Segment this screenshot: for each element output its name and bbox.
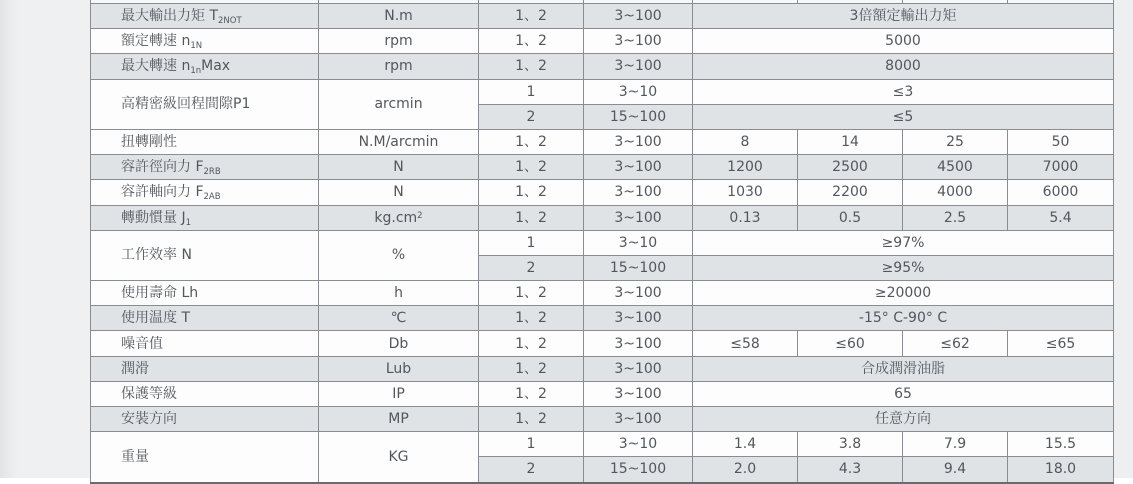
cell-text: 1、2	[515, 58, 547, 75]
cell-text: 2	[526, 461, 536, 478]
value-cell	[693, 331, 798, 356]
cell-text: kg.cm	[374, 209, 418, 226]
value-cell	[319, 381, 479, 406]
value-cell	[1008, 129, 1114, 154]
value-cell	[479, 356, 584, 381]
value-cell	[479, 331, 584, 356]
cell-text: 1、2	[515, 385, 547, 402]
cell-text: ≥20000	[874, 285, 932, 302]
table-row	[91, 230, 1114, 255]
param-label-cell	[91, 356, 319, 381]
cell-text: 18.0	[1044, 461, 1077, 478]
value-cell	[903, 129, 1008, 154]
cell-text: 3~100	[614, 159, 662, 176]
value-cell	[319, 432, 479, 483]
cell-text: 5000	[885, 33, 921, 50]
cell-text: 4500	[937, 159, 973, 176]
cell-text: 3~100	[614, 134, 662, 151]
value-cell	[319, 407, 479, 432]
cell-text: 扭轉剛性	[121, 134, 177, 151]
cell-text: ≤3	[892, 83, 914, 100]
value-cell	[479, 79, 584, 104]
cell-text: 1、2	[515, 285, 547, 302]
value-cell	[319, 306, 479, 331]
cell-text: ≤5	[892, 108, 914, 125]
value-cell	[479, 407, 584, 432]
label-subscript: 2RB	[203, 167, 221, 178]
cell-text: 高精密級回程間隙P1	[121, 96, 251, 113]
value-cell	[479, 155, 584, 180]
label-supscript: 2	[417, 210, 423, 221]
value-cell	[584, 255, 693, 280]
label-subscript: 1N	[190, 41, 203, 52]
value-cell	[798, 155, 903, 180]
cell-text: 3~10	[618, 83, 658, 100]
cell-text: 8000	[885, 58, 921, 75]
value-cell	[319, 155, 479, 180]
param-label-cell	[91, 432, 319, 483]
cell-text: 15~100	[609, 259, 667, 276]
value-cell	[479, 381, 584, 406]
cell-text: 0.5	[838, 209, 862, 226]
value-cell	[798, 331, 903, 356]
value-cell	[798, 205, 903, 230]
table-row	[91, 381, 1114, 406]
value-cell	[584, 230, 693, 255]
value-cell	[693, 255, 1114, 280]
value-cell	[479, 255, 584, 280]
cell-text: 3~100	[614, 184, 662, 201]
cell-text: ≤65	[1045, 335, 1076, 352]
value-cell	[903, 205, 1008, 230]
value-cell	[319, 331, 479, 356]
cell-text: ≤62	[940, 335, 970, 352]
value-cell	[584, 306, 693, 331]
cell-text: 重量	[121, 448, 149, 465]
cell-text: IP	[392, 385, 405, 402]
cell-text: 2	[526, 259, 536, 276]
value-cell	[479, 205, 584, 230]
cell-text: N.M/arcmin	[358, 134, 439, 151]
cell-text: arcmin	[374, 96, 423, 113]
value-cell	[584, 79, 693, 104]
cell-text: 3~100	[614, 285, 662, 302]
cell-text: 1、2	[515, 159, 547, 176]
cell-text: 使用壽命 Lh	[121, 285, 199, 302]
param-label-cell	[91, 29, 319, 54]
cell-text: 最大轉速 n	[121, 58, 191, 75]
value-cell	[584, 381, 693, 406]
value-cell	[693, 155, 798, 180]
cell-text: 15~100	[609, 461, 667, 478]
value-cell	[584, 104, 693, 129]
value-cell	[693, 79, 1114, 104]
value-cell	[319, 281, 479, 306]
cell-text: rpm	[384, 58, 413, 75]
cell-text: ≤58	[730, 335, 760, 352]
cell-text: 15.5	[1044, 436, 1077, 453]
cell-text: 額定轉速 n	[121, 33, 191, 50]
value-cell	[319, 29, 479, 54]
value-cell	[584, 54, 693, 79]
value-cell	[1008, 432, 1114, 457]
cell-text: 25	[946, 134, 964, 151]
cell-text: 保護等級	[121, 385, 177, 402]
cell-text: 2	[526, 108, 536, 125]
cell-text: -15° C-90° C	[858, 310, 948, 327]
value-cell	[319, 356, 479, 381]
value-cell	[584, 281, 693, 306]
value-cell	[798, 432, 903, 457]
value-cell	[1008, 457, 1114, 483]
value-cell	[479, 104, 584, 129]
cell-text: 潤滑	[121, 360, 149, 377]
cell-text: rpm	[384, 33, 413, 50]
table-row	[91, 155, 1114, 180]
cell-text: N.m	[384, 8, 413, 25]
cell-text: 1	[526, 83, 536, 100]
cell-text: 3~10	[618, 234, 658, 251]
table-row	[91, 129, 1114, 154]
table-row	[91, 281, 1114, 306]
value-cell	[693, 230, 1114, 255]
value-cell	[798, 457, 903, 483]
cell-text: 3~100	[614, 335, 662, 352]
cell-text: Lub	[385, 360, 412, 377]
cell-text: 14	[841, 134, 859, 151]
value-cell	[479, 180, 584, 205]
cell-text: 3~100	[614, 58, 662, 75]
value-cell	[693, 205, 798, 230]
label-subscript: 2NOT	[218, 16, 242, 27]
value-cell	[693, 104, 1114, 129]
value-cell	[798, 180, 903, 205]
cell-text: 1、2	[515, 8, 547, 25]
value-cell	[903, 180, 1008, 205]
cell-text: 2.5	[943, 209, 967, 226]
value-cell	[319, 230, 479, 280]
table-row	[91, 432, 1114, 457]
cell-text: 1030	[727, 184, 763, 201]
value-cell	[479, 306, 584, 331]
cell-text: 1、2	[515, 360, 547, 377]
cell-text: 15~100	[609, 108, 667, 125]
cell-text: 3倍額定輸出力矩	[849, 8, 957, 25]
param-label-cell	[91, 230, 319, 280]
value-cell	[693, 54, 1114, 79]
value-cell	[903, 331, 1008, 356]
table-row	[91, 54, 1114, 79]
value-cell	[903, 457, 1008, 483]
table-row	[91, 356, 1114, 381]
value-cell	[479, 281, 584, 306]
param-label-cell	[91, 205, 319, 230]
cell-text: 工作效率 N	[121, 247, 192, 264]
table-row	[91, 306, 1114, 331]
value-cell	[693, 281, 1114, 306]
cell-text: 轉動慣量 J	[121, 209, 186, 226]
value-cell	[479, 54, 584, 79]
cell-text: Max	[201, 58, 231, 75]
cell-text: N	[393, 184, 404, 201]
cell-text: 1、2	[515, 335, 547, 352]
label-subscript: 1	[185, 217, 192, 228]
value-cell	[584, 155, 693, 180]
cell-text: 3~10	[618, 436, 658, 453]
cell-text: 3~100	[614, 411, 662, 428]
cell-text: 7000	[1042, 159, 1079, 176]
cell-text: KG	[388, 448, 409, 465]
cell-text: 2.0	[733, 461, 757, 478]
cell-text: 1、2	[515, 209, 547, 226]
value-cell	[319, 180, 479, 205]
value-cell	[319, 129, 479, 154]
cell-text: ℃	[390, 310, 407, 327]
value-cell	[693, 180, 798, 205]
value-cell	[584, 4, 693, 29]
cell-text: 1、2	[515, 184, 547, 201]
value-cell	[584, 29, 693, 54]
cell-text: 安裝方向	[121, 411, 177, 428]
value-cell	[479, 29, 584, 54]
param-label-cell	[91, 129, 319, 154]
cell-text: 容許徑向力 F	[121, 159, 204, 176]
value-cell	[319, 4, 479, 29]
cell-text: 3~100	[614, 310, 662, 327]
cell-text: 1	[526, 436, 536, 453]
cell-text: 3~100	[614, 33, 662, 50]
cell-text: 3~100	[614, 8, 662, 25]
param-label-cell	[91, 331, 319, 356]
cell-text: N	[393, 159, 404, 176]
value-cell	[479, 4, 584, 29]
cell-text: %	[391, 247, 406, 264]
value-cell	[584, 180, 693, 205]
cell-text: MP	[388, 411, 409, 428]
table-row	[91, 29, 1114, 54]
cell-text: 4000	[937, 184, 973, 201]
cell-text: ≥97%	[881, 234, 925, 251]
cell-text: 1、2	[515, 310, 547, 327]
cell-text: 8	[740, 134, 750, 151]
cell-text: Db	[388, 335, 409, 352]
cell-text: 使用温度 T	[121, 310, 191, 327]
cell-text: 7.9	[943, 436, 967, 453]
cell-text: 9.4	[943, 461, 967, 478]
value-cell	[903, 155, 1008, 180]
cell-text: 1200	[727, 159, 763, 176]
cell-text: 合成潤滑油脂	[861, 360, 945, 377]
cell-text: 6000	[1042, 184, 1079, 201]
cell-text: 2200	[832, 184, 868, 201]
value-cell	[584, 457, 693, 483]
cell-text: 1、2	[515, 411, 547, 428]
value-cell	[479, 129, 584, 154]
value-cell	[319, 79, 479, 129]
cell-text: 3~100	[614, 209, 662, 226]
cell-text: 1	[526, 234, 536, 251]
cell-text: 1.4	[733, 436, 757, 453]
value-cell	[584, 205, 693, 230]
value-cell	[693, 356, 1114, 381]
value-cell	[479, 457, 584, 483]
value-cell	[319, 205, 479, 230]
param-label-cell	[91, 306, 319, 331]
param-label-cell	[91, 381, 319, 406]
cell-text: 3~100	[614, 385, 662, 402]
cell-text: ≤60	[835, 335, 865, 352]
cell-text: 0.13	[729, 209, 761, 226]
value-cell	[1008, 205, 1114, 230]
param-label-cell	[91, 54, 319, 79]
table-row	[91, 4, 1114, 29]
table-row	[91, 180, 1114, 205]
cell-text: 容許軸向力 F	[121, 184, 204, 201]
value-cell	[693, 407, 1114, 432]
table-row	[91, 205, 1114, 230]
cell-text: 3.8	[838, 436, 862, 453]
table-row	[91, 407, 1114, 432]
cell-text: 65	[894, 385, 912, 402]
value-cell	[584, 356, 693, 381]
param-label-cell	[91, 407, 319, 432]
cell-text: 1、2	[515, 33, 547, 50]
cell-text: 噪音值	[121, 335, 163, 352]
value-cell	[903, 432, 1008, 457]
cell-text: 3~100	[614, 360, 662, 377]
table-row	[91, 79, 1114, 104]
value-cell	[693, 381, 1114, 406]
value-cell	[584, 331, 693, 356]
cell-text: h	[394, 285, 403, 302]
spec-table	[90, 0, 1114, 484]
param-label-cell	[91, 79, 319, 129]
param-label-cell	[91, 155, 319, 180]
cell-text: 任意方向	[875, 411, 931, 428]
value-cell	[693, 129, 798, 154]
param-label-cell	[91, 180, 319, 205]
value-cell	[798, 129, 903, 154]
value-cell	[584, 407, 693, 432]
value-cell	[319, 54, 479, 79]
value-cell	[584, 129, 693, 154]
table-row	[91, 331, 1114, 356]
cell-text: 2500	[832, 159, 868, 176]
cell-text: 最大輸出力矩 T	[121, 8, 219, 25]
value-cell	[1008, 155, 1114, 180]
value-cell	[1008, 180, 1114, 205]
value-cell	[693, 306, 1114, 331]
label-subscript: 1n	[190, 66, 202, 77]
param-label-cell	[91, 281, 319, 306]
cell-text: 50	[1051, 134, 1070, 151]
value-cell	[693, 457, 798, 483]
label-subscript: 2AB	[203, 192, 221, 203]
cell-text: 4.3	[838, 461, 862, 478]
value-cell	[1008, 331, 1114, 356]
value-cell	[479, 230, 584, 255]
param-label-cell	[91, 4, 319, 29]
cell-text: 5.4	[1049, 209, 1072, 226]
value-cell	[693, 4, 1114, 29]
value-cell	[693, 432, 798, 457]
value-cell	[693, 29, 1114, 54]
value-cell	[479, 432, 584, 457]
value-cell	[584, 432, 693, 457]
cell-text: 1、2	[515, 134, 547, 151]
cell-text: ≥95%	[881, 259, 925, 276]
